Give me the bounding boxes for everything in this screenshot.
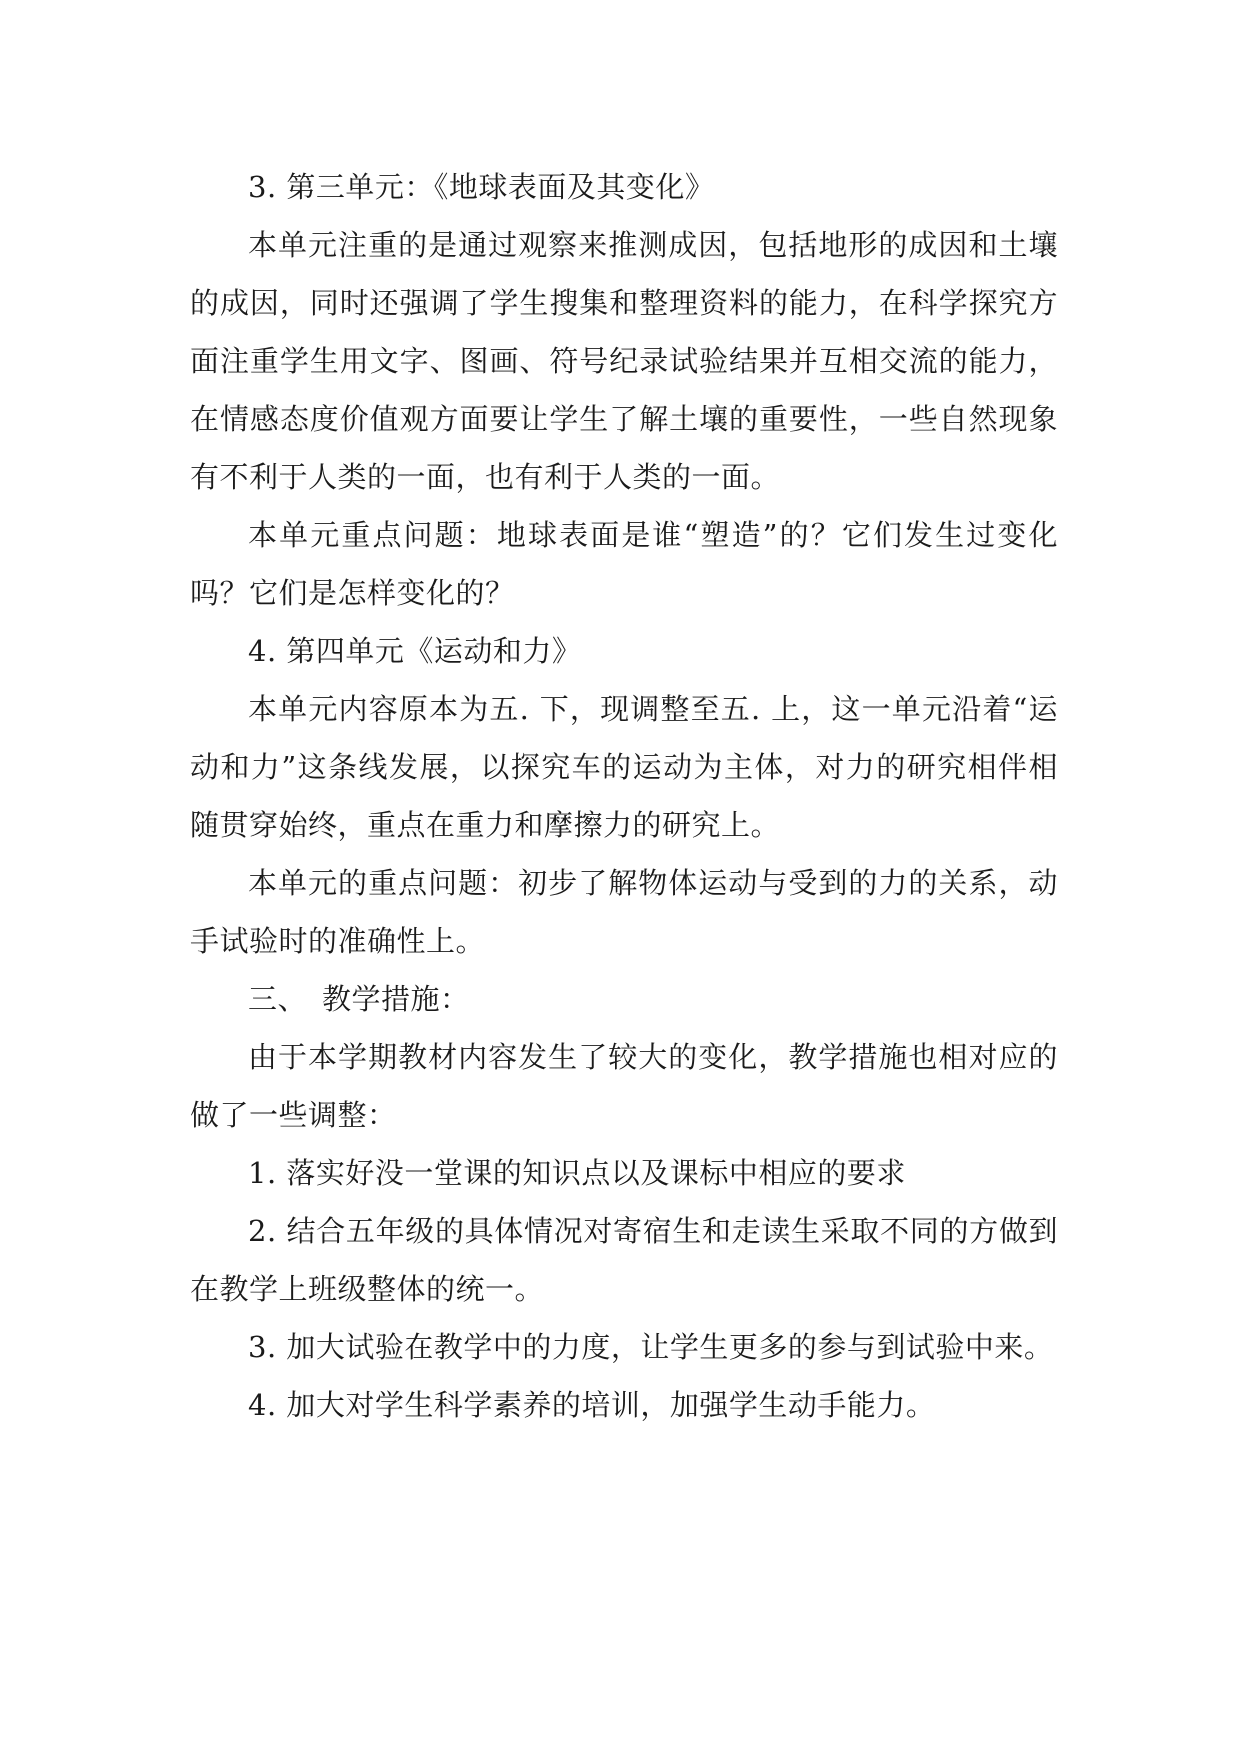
unit4-body-paragraph: 本单元内容原本为五. 下，现调整至五. 上，这一单元沿着“运动和力”这条线发展，以探究车的运动为主体，对力的研究相伴相随贯穿始终，重点在重力和摩擦力的研究上。 — [190, 692, 1058, 842]
section3-heading: 三、 教学措施： — [248, 982, 470, 1016]
unit4-key-questions-paragraph: 本单元的重点问题：初步了解物体运动与受到的力的关系，动手试验时的准确性上。 — [190, 866, 1058, 958]
unit4-heading: 4. 第四单元《运动和力》 — [248, 634, 582, 668]
unit3-key-questions-paragraph: 本单元重点问题：地球表面是谁“塑造”的？它们发生过变化吗？它们是怎样变化的？ — [190, 518, 1058, 610]
measure-item-2: 2. 结合五年级的具体情况对寄宿生和走读生采取不同的方做到在教学上班级整体的统一。 — [190, 1214, 1058, 1306]
unit3-heading: 3. 第三单元：《地球表面及其变化》 — [248, 170, 715, 204]
document-body — [190, 158, 1058, 1434]
measure-item-1: 1. 落实好没一堂课的知识点以及课标中相应的要求 — [248, 1156, 906, 1190]
measure-item-3: 3. 加大试验在教学中的力度，让学生更多的参与到试验中来。 — [248, 1330, 1054, 1364]
section3-intro-paragraph: 由于本学期教材内容发生了较大的变化，教学措施也相对应的做了一些调整： — [190, 1040, 1058, 1132]
measure-item-4: 4. 加大对学生科学素养的培训，加强学生动手能力。 — [248, 1388, 936, 1422]
unit3-body-paragraph: 本单元注重的是通过观察来推测成因，包括地形的成因和土壤的成因，同时还强调了学生搜集和整理资料的能力，在科学探究方面注重学生用文字、图画、符号纪录试验结果并互相交流的能力，在情感态度价值观方面要让学生了解土壤的重要性，一些自然现象有不利于人类的一面，也有利于人类的一面。 — [190, 228, 1058, 494]
